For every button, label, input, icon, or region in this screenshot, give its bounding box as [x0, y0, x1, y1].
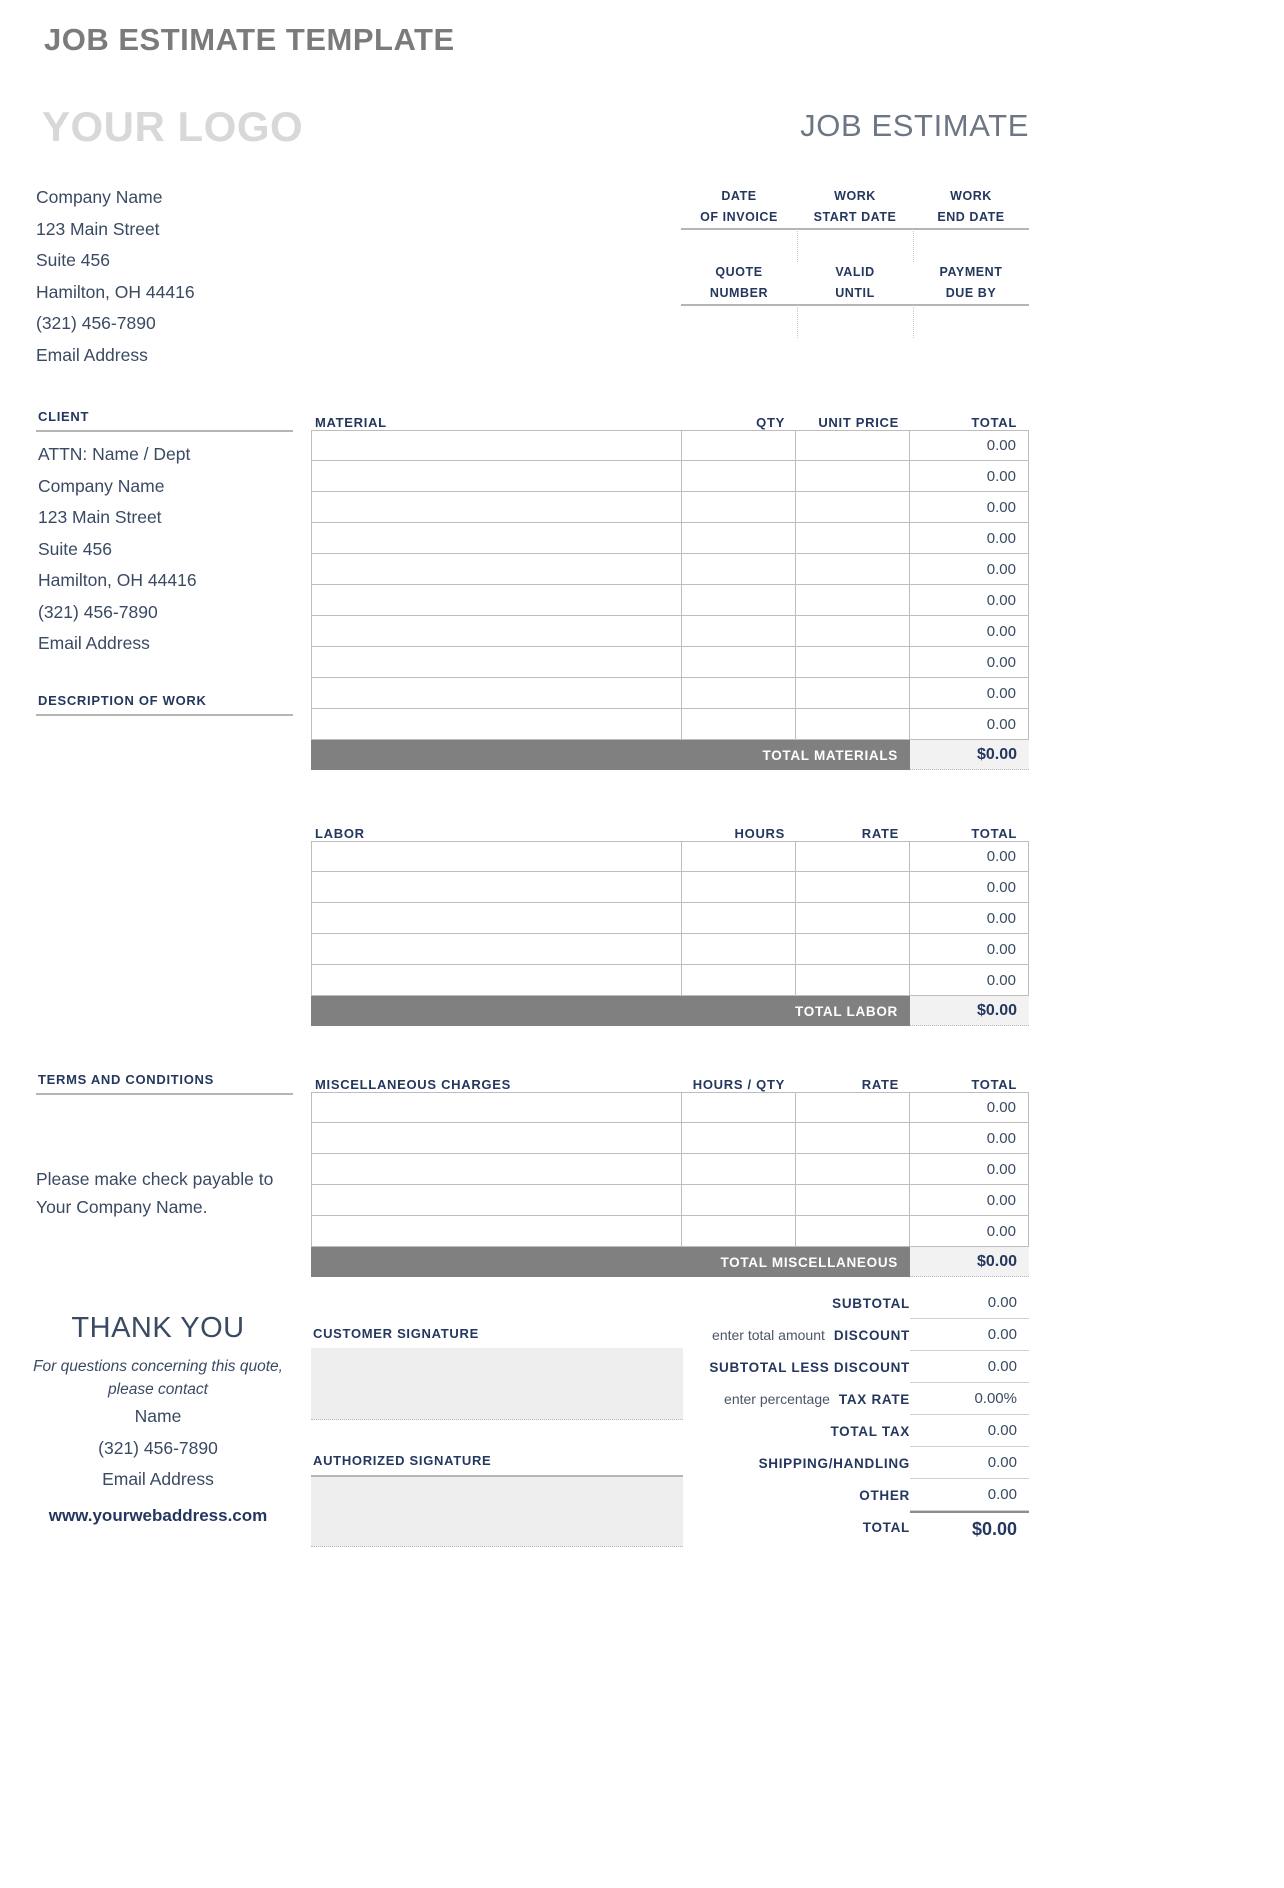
total-miscellaneous-label: TOTAL MISCELLANEOUS: [311, 1247, 910, 1277]
cell-total: 0.00: [910, 1123, 1029, 1153]
discount-value[interactable]: 0.00: [910, 1319, 1029, 1351]
client-divider: [36, 430, 293, 432]
date-of-invoice-label-1: DATE: [721, 189, 757, 203]
valid-until-label-1: VALID: [835, 265, 875, 279]
other-value[interactable]: 0.00: [910, 1479, 1029, 1511]
cell-total: 0.00: [910, 616, 1029, 646]
total-labor-row: [311, 996, 1029, 1026]
cell-hours[interactable]: [682, 965, 796, 995]
page-title: JOB ESTIMATE TEMPLATE: [44, 22, 455, 57]
labor-col-rate: RATE: [861, 826, 899, 841]
cell-total: 0.00: [910, 1093, 1029, 1122]
cell-material[interactable]: [311, 554, 682, 584]
cell-rate[interactable]: [796, 1216, 910, 1246]
cell-total: 0.00: [910, 842, 1029, 871]
sender-line: (321) 456-7890: [36, 313, 156, 333]
labor-table: [311, 815, 1029, 1026]
total-materials-value: $0.00: [910, 740, 1029, 770]
date-grid-row-1: [681, 186, 1029, 262]
cell-hours[interactable]: [682, 934, 796, 964]
total-miscellaneous-value: $0.00: [910, 1247, 1029, 1277]
cell-qty[interactable]: [682, 461, 796, 491]
cell-total: 0.00: [910, 461, 1029, 491]
client-address-block: [38, 439, 298, 660]
table-row[interactable]: [311, 554, 1029, 585]
contact-name: Name: [134, 1406, 182, 1426]
cell-material[interactable]: [311, 431, 682, 460]
client-line: 123 Main Street: [38, 507, 162, 527]
table-row[interactable]: [311, 678, 1029, 709]
tax-rate-value[interactable]: 0.00%: [910, 1383, 1029, 1415]
quote-number-label-2: NUMBER: [709, 286, 769, 300]
table-row[interactable]: [311, 903, 1029, 934]
subtotal-label: SUBTOTAL: [832, 1295, 910, 1311]
table-row[interactable]: [311, 523, 1029, 554]
cell-qty[interactable]: [682, 523, 796, 553]
cell-unit-price[interactable]: [796, 678, 910, 708]
client-line: Email Address: [38, 633, 150, 653]
cell-total: 0.00: [910, 678, 1029, 708]
cell-labor[interactable]: [311, 965, 682, 995]
total-labor-value: $0.00: [910, 996, 1029, 1026]
materials-col-total: TOTAL: [971, 415, 1017, 430]
cell-hours[interactable]: [682, 872, 796, 902]
labor-table-header: [311, 815, 1029, 841]
table-row[interactable]: [311, 709, 1029, 740]
cell-total: 0.00: [910, 1185, 1029, 1215]
work-start-date-label-1: WORK: [834, 189, 876, 203]
total-tax-row: [560, 1415, 1029, 1447]
table-row[interactable]: [311, 965, 1029, 996]
date-grid: [681, 186, 1029, 338]
client-line: Hamilton, OH 44416: [38, 570, 197, 590]
table-row[interactable]: [311, 1154, 1029, 1185]
payment-due-by-cell: [913, 262, 1029, 338]
cell-rate[interactable]: [796, 842, 910, 871]
cell-rate[interactable]: [796, 903, 910, 933]
table-row[interactable]: [311, 430, 1029, 461]
date-grid-row-2: [681, 262, 1029, 338]
subtotal-less-discount-row: [560, 1351, 1029, 1383]
misc-col-total: TOTAL: [971, 1077, 1017, 1092]
shipping-handling-value[interactable]: 0.00: [910, 1447, 1029, 1479]
cell-total: 0.00: [910, 903, 1029, 933]
contact-website[interactable]: www.yourwebaddress.com: [48, 1505, 268, 1525]
cell-rate[interactable]: [796, 965, 910, 995]
work-end-date-label-1: WORK: [950, 189, 992, 203]
table-row[interactable]: [311, 492, 1029, 523]
cell-unit-price[interactable]: [796, 431, 910, 460]
cell-unit-price[interactable]: [796, 585, 910, 615]
cell-charge[interactable]: [311, 1093, 682, 1122]
payment-due-by-label-1: PAYMENT: [939, 265, 1003, 279]
cell-total: 0.00: [910, 523, 1029, 553]
total-materials-row: [311, 740, 1029, 770]
cell-hours-qty[interactable]: [682, 1093, 796, 1122]
cell-total: 0.00: [910, 872, 1029, 902]
terms-and-conditions-divider: [36, 1093, 293, 1095]
table-row[interactable]: [311, 1092, 1029, 1123]
cell-unit-price[interactable]: [796, 554, 910, 584]
shipping-handling-row: [560, 1447, 1029, 1479]
thank-you-note: For questions concerning this quote, please contact: [33, 1358, 283, 1398]
cell-material[interactable]: [311, 585, 682, 615]
subtotal-row: [560, 1287, 1029, 1319]
cell-total: 0.00: [910, 492, 1029, 522]
materials-table: [311, 404, 1029, 770]
labor-col-labor: LABOR: [315, 826, 365, 841]
misc-col-hours-qty: HOURS / QTY: [692, 1077, 785, 1092]
date-of-invoice-label-2: OF INVOICE: [700, 210, 778, 224]
client-line: ATTN: Name / Dept: [38, 444, 191, 464]
cell-hours[interactable]: [682, 903, 796, 933]
table-row[interactable]: [311, 647, 1029, 678]
materials-col-qty: QTY: [756, 415, 785, 430]
cell-rate[interactable]: [796, 872, 910, 902]
terms-and-conditions-body[interactable]: Please make check payable to Your Company Name.: [36, 1169, 274, 1217]
cell-material[interactable]: [311, 492, 682, 522]
work-start-date-input[interactable]: [797, 228, 913, 262]
cell-qty[interactable]: [682, 554, 796, 584]
grand-total-value: $0.00: [910, 1511, 1029, 1543]
cell-hours-qty[interactable]: [682, 1123, 796, 1153]
cell-total: 0.00: [910, 965, 1029, 995]
date-of-invoice-cell: [681, 186, 797, 262]
materials-rows: [311, 430, 1029, 740]
document-type-title: JOB ESTIMATE: [800, 108, 1029, 143]
misc-col-rate: RATE: [861, 1077, 899, 1092]
client-line: (321) 456-7890: [38, 601, 158, 622]
cell-total: 0.00: [910, 709, 1029, 739]
sender-line: Company Name: [36, 187, 163, 207]
cell-qty[interactable]: [682, 585, 796, 615]
cell-material[interactable]: [311, 647, 682, 677]
cell-qty[interactable]: [682, 678, 796, 708]
labor-col-total: TOTAL: [971, 826, 1017, 841]
thank-you-title: THANK YOU: [71, 1312, 245, 1344]
sender-address-block: [36, 182, 326, 371]
terms-and-conditions-heading: TERMS AND CONDITIONS: [38, 1072, 215, 1087]
cell-material[interactable]: [311, 616, 682, 646]
cell-unit-price[interactable]: [796, 492, 910, 522]
cell-material[interactable]: [311, 461, 682, 491]
work-start-date-label-2: START DATE: [813, 210, 897, 224]
cell-hours[interactable]: [682, 842, 796, 871]
sender-line: Email Address: [36, 344, 148, 365]
cell-labor[interactable]: [311, 872, 682, 902]
sender-line: Suite 456: [36, 250, 110, 270]
subtotal-less-discount-label: SUBTOTAL LESS DISCOUNT: [709, 1359, 910, 1375]
shipping-handling-label: SHIPPING/HANDLING: [758, 1455, 910, 1471]
cell-material[interactable]: [311, 709, 682, 739]
client-line: Suite 456: [38, 538, 112, 559]
cell-hours-qty[interactable]: [682, 1154, 796, 1184]
cell-material[interactable]: [311, 523, 682, 553]
cell-total: 0.00: [910, 585, 1029, 615]
work-end-date-label-2: END DATE: [937, 210, 1005, 224]
description-of-work-divider: [36, 714, 293, 716]
thank-you-block: [18, 1312, 298, 1526]
authorized-signature-label: AUTHORIZED SIGNATURE: [313, 1453, 492, 1468]
subtotal-less-discount-value: 0.00: [910, 1351, 1029, 1383]
materials-table-header: [311, 404, 1029, 430]
misc-col-charges: MISCELLANEOUS CHARGES: [315, 1077, 511, 1092]
customer-signature-label: CUSTOMER SIGNATURE: [313, 1326, 479, 1341]
other-row: [560, 1479, 1029, 1511]
total-labor-label: TOTAL LABOR: [311, 996, 910, 1026]
cell-total: 0.00: [910, 1216, 1029, 1246]
sender-line: Hamilton, OH 44416: [36, 281, 195, 302]
miscellaneous-rows: [311, 1092, 1029, 1247]
labor-col-hours: HOURS: [734, 826, 785, 841]
valid-until-cell: [797, 262, 913, 338]
total-miscellaneous-row: [311, 1247, 1029, 1277]
discount-hint: enter total amount: [712, 1327, 825, 1343]
work-end-date-input[interactable]: [913, 228, 1029, 262]
table-row[interactable]: [311, 1123, 1029, 1154]
payment-due-by-label-2: DUE BY: [945, 286, 997, 300]
cell-total: 0.00: [910, 554, 1029, 584]
client-section-heading: CLIENT: [38, 409, 90, 424]
cell-total: 0.00: [910, 934, 1029, 964]
cell-unit-price[interactable]: [796, 461, 910, 491]
cell-qty[interactable]: [682, 647, 796, 677]
cell-charge[interactable]: [311, 1123, 682, 1153]
cell-material[interactable]: [311, 678, 682, 708]
table-row[interactable]: [311, 461, 1029, 492]
quote-number-input[interactable]: [681, 304, 797, 338]
materials-col-unit-price: UNIT PRICE: [818, 415, 899, 430]
date-of-invoice-input[interactable]: [681, 228, 797, 262]
contact-email: Email Address: [102, 1469, 214, 1489]
table-row[interactable]: [311, 872, 1029, 903]
other-label: OTHER: [859, 1487, 910, 1503]
table-row[interactable]: [311, 616, 1029, 647]
cell-unit-price[interactable]: [796, 523, 910, 553]
cell-rate[interactable]: [796, 1185, 910, 1215]
table-row[interactable]: [311, 1185, 1029, 1216]
tax-rate-row: [560, 1383, 1029, 1415]
discount-label: DISCOUNT: [833, 1327, 910, 1343]
table-row[interactable]: [311, 841, 1029, 872]
total-tax-label: TOTAL TAX: [830, 1423, 910, 1439]
sender-line: 123 Main Street: [36, 218, 160, 239]
client-line: Company Name: [38, 475, 165, 496]
totals-summary: [560, 1287, 1029, 1543]
miscellaneous-table: [311, 1066, 1029, 1277]
work-end-date-cell: [913, 186, 1029, 262]
materials-col-material: MATERIAL: [315, 415, 387, 430]
cell-unit-price[interactable]: [796, 616, 910, 646]
total-materials-label: TOTAL MATERIALS: [311, 740, 910, 770]
cell-charge[interactable]: [311, 1216, 682, 1246]
subtotal-value: 0.00: [910, 1287, 1029, 1319]
quote-number-label-1: QUOTE: [715, 265, 763, 279]
table-row[interactable]: [311, 934, 1029, 965]
cell-labor[interactable]: [311, 934, 682, 964]
cell-rate[interactable]: [796, 1123, 910, 1153]
cell-labor[interactable]: [311, 903, 682, 933]
cell-rate[interactable]: [796, 934, 910, 964]
grand-total-label: TOTAL: [862, 1519, 910, 1535]
table-row[interactable]: [311, 585, 1029, 616]
description-of-work-input[interactable]: [38, 724, 296, 1054]
total-tax-value: 0.00: [910, 1415, 1029, 1447]
quote-number-cell: [681, 262, 797, 338]
table-row[interactable]: [311, 1216, 1029, 1247]
cell-total: 0.00: [910, 647, 1029, 677]
cell-unit-price[interactable]: [796, 709, 910, 739]
cell-unit-price[interactable]: [796, 647, 910, 677]
cell-charge[interactable]: [311, 1154, 682, 1184]
labor-rows: [311, 841, 1029, 996]
valid-until-input[interactable]: [797, 304, 913, 338]
cell-qty[interactable]: [682, 709, 796, 739]
miscellaneous-table-header: [311, 1066, 1029, 1092]
grand-total-row: [560, 1511, 1029, 1543]
cell-hours-qty[interactable]: [682, 1216, 796, 1246]
valid-until-label-2: UNTIL: [835, 286, 875, 300]
tax-rate-label: TAX RATE: [838, 1391, 910, 1407]
cell-rate[interactable]: [796, 1093, 910, 1122]
cell-total: 0.00: [910, 1154, 1029, 1184]
cell-qty[interactable]: [682, 492, 796, 522]
description-of-work-heading: DESCRIPTION OF WORK: [38, 693, 207, 708]
cell-total: 0.00: [910, 431, 1029, 460]
cell-qty[interactable]: [682, 431, 796, 460]
payment-due-by-input[interactable]: [913, 304, 1029, 338]
contact-phone: (321) 456-7890: [98, 1437, 218, 1458]
cell-labor[interactable]: [311, 842, 682, 871]
cell-rate[interactable]: [796, 1154, 910, 1184]
work-start-date-cell: [797, 186, 913, 262]
logo-placeholder: YOUR LOGO: [42, 103, 304, 150]
cell-qty[interactable]: [682, 616, 796, 646]
cell-charge[interactable]: [311, 1185, 682, 1215]
discount-row: [560, 1319, 1029, 1351]
cell-hours-qty[interactable]: [682, 1185, 796, 1215]
tax-rate-hint: enter percentage: [724, 1391, 830, 1407]
